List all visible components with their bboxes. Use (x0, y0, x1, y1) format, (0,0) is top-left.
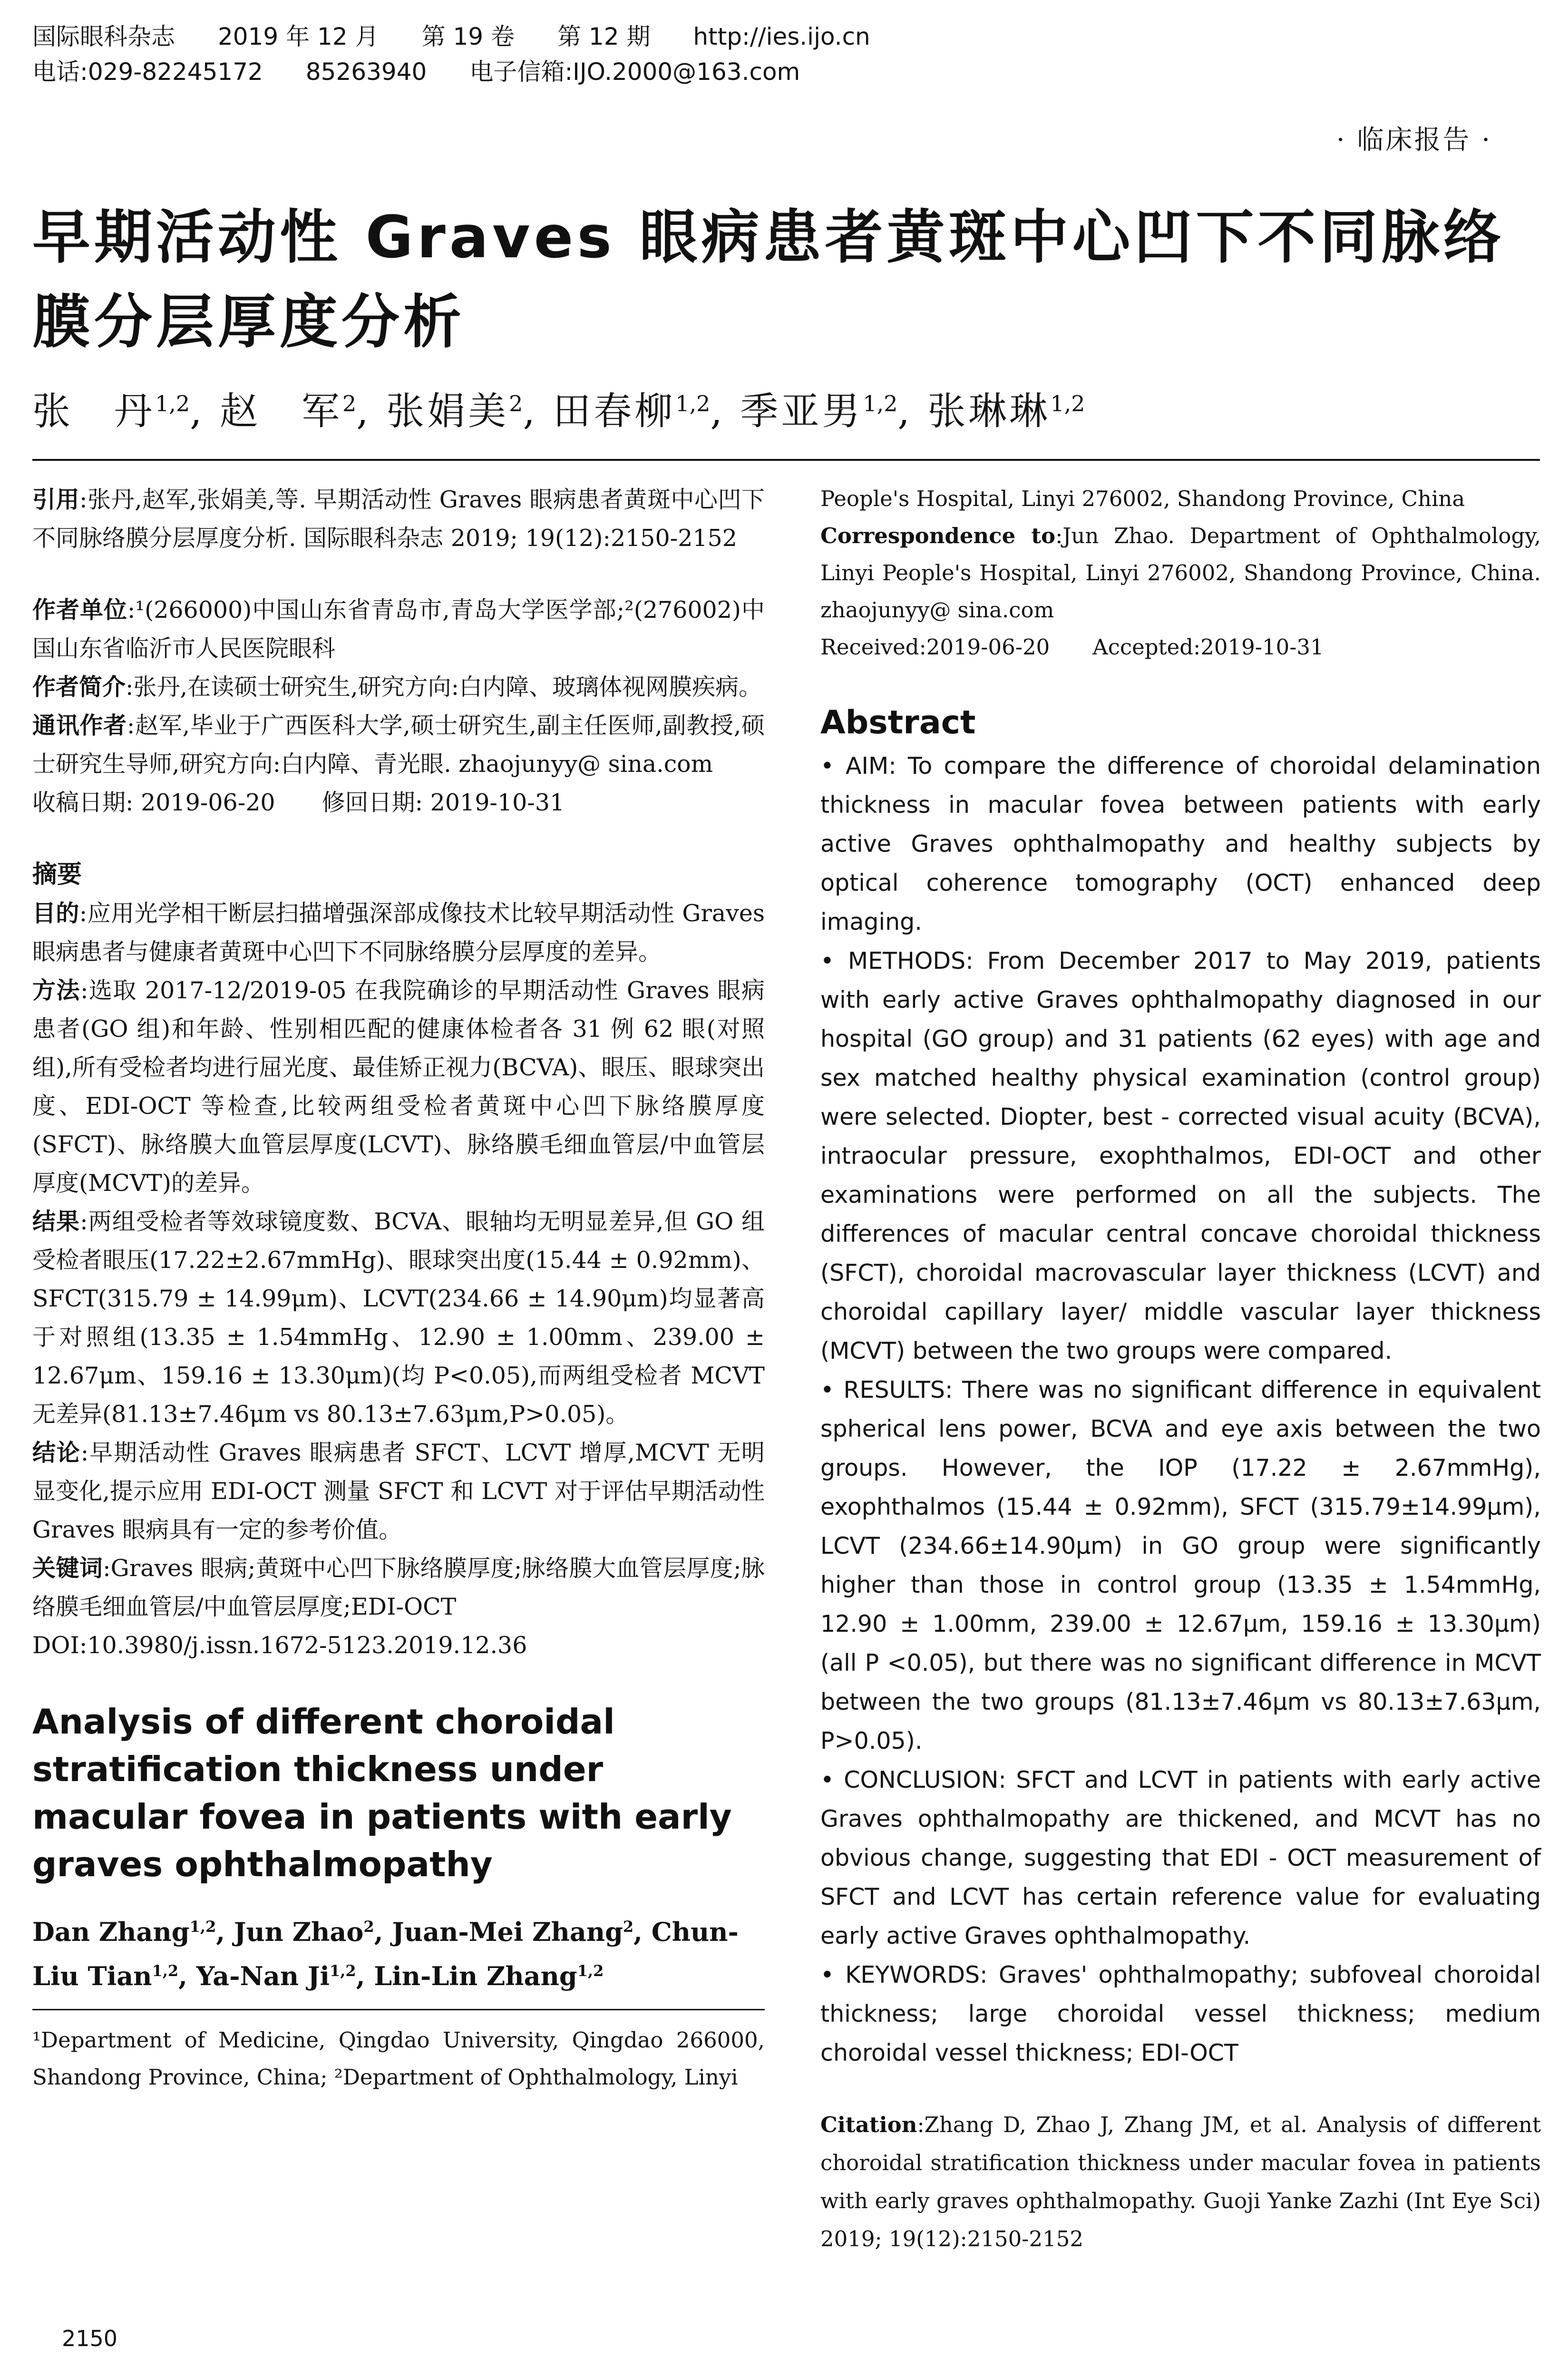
correspondence-text: :Jun Zhao. Department of Ophthalmology, Linyi People's Hospital, Linyi 276002, Shandong Province, China. zhaojunyy@ sina.com (820, 523, 1541, 623)
abstract-aim-cn (32, 894, 765, 971)
en-author: Juan-Mei Zhang$^2$ (392, 1917, 634, 1947)
cn-author: 季亚男$^{1,2}$ (740, 389, 898, 433)
abstract-heading-cn: 摘要 (32, 860, 82, 889)
cn-author-affiliation-sup: 1,2 (675, 390, 711, 417)
en-author-affiliation-sup: 1,2 (189, 1918, 216, 1936)
abstract-conclusion-en: • CONCLUSION: SFCT and LCVT in patients with early active Graves ophthalmopathy are thickened, and MCVT has no obvious change, suggesting that EDI - OCT measurement of SFCT and LCVT has certain reference value for evaluating early active Graves ophthalmopathy. (820, 1766, 1541, 1949)
cn-author: 赵 军$^2$ (220, 389, 357, 433)
cn-author-affiliation-sup: 2 (342, 390, 357, 417)
cn-author: 张娟美$^2$ (386, 389, 523, 433)
article-title-cn: 早期活动性 Graves 眼病患者黄斑中心凹下不同脉络膜分层厚度分析 (32, 204, 1505, 356)
cn-author: 张琳琳$^{1,2}$ (927, 389, 1085, 433)
abstract-conclusion-cn (32, 1433, 765, 1549)
affiliations-en: ¹Department of Medicine, Qingdao University, Qingdao 266000, Shandong Province, China; ²Department of Ophthalmology, Linyi (32, 2027, 765, 2090)
title-divider (32, 459, 1540, 461)
methods-text-cn: :选取 2017-12/2019-05 在我院确诊的早期活动性 Graves 眼病患者(GO 组)和年龄、性别相匹配的健康体检者各 31 例 62 眼(对照组),所有受检者均进行屈光度、最佳矫正视力(BCVA)、眼压、眼球突出度、EDI-OCT 等检查,比较两组受检者黄斑中心凹下脉络膜厚度(SFCT)、脉络膜大血管层厚度(LCVT)、脉络膜毛细血管层/中血管层厚度(MCVT)的差异。 (32, 977, 765, 1197)
corresponding-author (32, 706, 765, 783)
left-column (32, 480, 765, 2096)
abstract-results-cn (32, 1202, 765, 1433)
conclusion-text-cn: :早期活动性 Graves 眼病患者 SFCT、LCVT 增厚,MCVT 无明显变化,提示应用 EDI-OCT 测量 SFCT 和 LCVT 对于评估早期活动性 Graves 眼病具有一定的参考价值。 (32, 1439, 765, 1543)
results-text-cn: :两组受检者等效球镜度数、BCVA、眼轴均无明显差异,但 GO 组受检者眼压(17.22±2.67mmHg)、眼球突出度(15.44 ± 0.92mm)、SFCT(315.79 ± 14.99μm)、LCVT(234.66 ± 14.90μm)均显著高于对照组(13.35 ± 1.54mmHg、12.90 ± 1.00mm、239.00 ± 12.67μm、159.16 ± 13.30μm)(均 P<0.05),而两组受检者 MCVT 无差异(81.13±7.46μm vs 80.13±7.63μm,P>0.05)。 (32, 1208, 765, 1428)
en-author-affiliation-sup: 2 (363, 1918, 374, 1936)
abstract-heading-en: Abstract (820, 704, 976, 741)
citation-en (820, 2106, 1541, 2258)
journal-name: 国际眼科杂志 (32, 23, 175, 50)
corresponding-author-label: 通讯作者 (32, 711, 127, 739)
affiliation-divider (32, 2009, 765, 2010)
author-unit-text: :¹(266000)中国山东省青岛市,青岛大学医学部;²(276002)中国山东省临沂市人民医院眼科 (32, 596, 765, 662)
author-intro-text: :张丹,在读硕士研究生,研究方向:白内障、玻璃体视网膜疾病。 (126, 673, 762, 701)
email[interactable]: 电子信箱:IJO.2000@163.com (469, 58, 800, 86)
abstract-keywords-en: • KEYWORDS: Graves' ophthalmopathy; subfoveal choroidal thickness; large choroidal vessel thickness; medium choroidal vessel thickness; EDI-OCT (820, 1961, 1541, 2066)
author-intro-label: 作者简介 (32, 673, 126, 701)
author-unit-label: 作者单位 (32, 596, 127, 623)
phone: 电话:029-82245172 (32, 58, 263, 86)
cn-author-affiliation-sup: 1,2 (155, 390, 190, 417)
methods-label-cn: 方法 (32, 976, 80, 1004)
en-author: Ya-Nan Ji$^{1,2}$ (196, 1961, 356, 1991)
correspondence-en (820, 517, 1541, 629)
cn-author-affiliation-sup: 2 (509, 390, 523, 417)
cn-author-affiliation-sup: 1,2 (863, 390, 898, 417)
keywords-text-cn: :Graves 眼病;黄斑中心凹下脉络膜厚度;脉络膜大血管层厚度;脉络膜毛细血管层/中血管层厚度;EDI-OCT (32, 1555, 765, 1620)
abstract-methods-cn (32, 971, 765, 1202)
author-intro (32, 668, 765, 706)
article-title-en: Analysis of different choroidal stratification thickness under macular fovea in patients with early graves ophthalmopathy (32, 1702, 732, 1884)
journal-header (32, 19, 1540, 89)
keywords-cn (32, 1549, 765, 1626)
keywords-label-cn: 关键词 (32, 1554, 103, 1582)
en-author-affiliation-sup: 1,2 (330, 1962, 356, 1980)
citation-en-label: Citation (820, 2112, 917, 2137)
authors-cn: 张 丹$^{1,2}$, 赵 军$^2$, 张娟美$^2$, 田春柳$^{1,2}$, 季亚男$^{1,2}$, 张琳琳$^{1,2}$ (32, 389, 1085, 433)
page-number: 2150 (62, 2326, 118, 2351)
results-label-cn: 结果 (32, 1208, 80, 1235)
abstract-aim-en: • AIM: To compare the difference of choroidal delamination thickness in macular fovea between patients with early active Graves ophthalmopathy and healthy subjects by optical coherence tomography (OCT) enhanced deep imaging. (820, 752, 1541, 935)
section-tag: · 临床报告 · (1336, 125, 1492, 156)
phone-2: 85263940 (305, 58, 427, 86)
header-line-2 (32, 54, 1540, 89)
cn-author: 田春柳$^{1,2}$ (553, 389, 711, 433)
en-author-affiliation-sup: 1,2 (577, 1962, 604, 1980)
received-accepted-en: Received:2019-06-20 Accepted:2019-10-31 (820, 634, 1324, 660)
correspondence-label: Correspondence to (820, 523, 1056, 548)
cn-author: 张 丹$^{1,2}$ (32, 389, 190, 433)
abstract-methods-en: • METHODS: From December 2017 to May 2019, patients with early active Graves ophthalmopathy diagnosed in our hospital (GO group) and 31 patients (62 eyes) with age and sex matched healthy physical examination (control group) were selected. Diopter, best - corrected visual acuity (BCVA), intraocular pressure, exophthalmos, EDI-OCT and other examinations were performed on all the subjects. The differences of macular central concave choroidal thickness (SFCT), choroidal macrovascular layer thickness (LCVT) and choroidal capillary layer/ middle vascular layer thickness (MCVT) between the two groups were compared. (820, 947, 1541, 1364)
author-unit (32, 591, 765, 668)
corresponding-author-text: :赵军,毕业于广西医科大学,硕士研究生,副主任医师,副教授,硕士研究生导师,研究方向:白内障、青光眼. zhaojunyy@ sina.com (32, 712, 765, 778)
received-dates-cn: 收稿日期: 2019-06-20 修回日期: 2019-10-31 (32, 789, 565, 816)
en-author: Lin-Lin Zhang$^{1,2}$ (374, 1961, 604, 1991)
citation-cn (32, 480, 765, 557)
citation-label: 引用 (32, 486, 80, 513)
aim-text-cn: :应用光学相干断层扫描增强深部成像技术比较早期活动性 Graves 眼病患者与健康者黄斑中心凹下不同脉络膜分层厚度的差异。 (32, 900, 765, 965)
en-author: Dan Zhang$^{1,2}$ (32, 1917, 216, 1947)
journal-url[interactable]: http://ies.ijo.cn (693, 23, 870, 50)
volume: 第 19 卷 (421, 23, 515, 50)
header-line-1 (32, 19, 1540, 54)
en-author-affiliation-sup: 2 (623, 1918, 634, 1936)
en-author-affiliation-sup: 1,2 (152, 1962, 179, 1980)
citation-text: :张丹,赵军,张娟美,等. 早期活动性 Graves 眼病患者黄斑中心凹下不同脉络膜分层厚度分析. 国际眼科杂志 2019; 19(12):2150-2152 (32, 486, 765, 552)
issue-number: 第 12 期 (557, 23, 651, 50)
right-column (820, 480, 1541, 2258)
doi[interactable]: DOI:10.3980/j.issn.1672-5123.2019.12.36 (32, 1632, 527, 1659)
cn-author-affiliation-sup: 1,2 (1050, 390, 1085, 417)
aim-label-cn: 目的 (32, 899, 79, 927)
en-author: Jun Zhao$^2$ (234, 1917, 374, 1947)
affiliations-en-continued: People's Hospital, Linyi 276002, Shandong Province, China (820, 486, 1465, 511)
citation-en-text: :Zhang D, Zhao J, Zhang JM, et al. Analysis of different choroidal stratification thickness under macular fovea in patients with early graves ophthalmopathy. Guoji Yanke Zazhi (Int Eye Sci) 2019; 19(12):2150-2152 (820, 2112, 1541, 2251)
en-author: Chun-Liu Tian$^{1,2}$ (32, 1917, 739, 1991)
conclusion-label-cn: 结论 (32, 1439, 81, 1466)
authors-en: Dan Zhang$^{1,2}$, Jun Zhao$^2$, Juan-Mei Zhang$^2$, Chun-Liu Tian$^{1,2}$, Ya-Nan Ji$^{1,2}$, Lin-Lin Zhang$^{1,2}$ (32, 1917, 739, 1991)
abstract-results-en: • RESULTS: There was no significant difference in equivalent spherical lens power, BCVA and eye axis between the two groups. However, the IOP (17.22 ± 2.67mmHg), exophthalmos (15.44 ± 0.92mm), SFCT (315.79±14.99μm), LCVT (234.66±14.90μm) in GO group were significantly higher than those in control group (13.35 ± 1.54mmHg, 12.90 ± 1.00mm, 239.00 ± 12.67μm, 159.16 ± 13.30μm) (all P <0.05), but there was no significant difference in MCVT between the two groups (81.13±7.46μm vs 80.13±7.63μm, P>0.05). (820, 1376, 1541, 1754)
issue-date: 2019 年 12 月 (218, 23, 379, 50)
